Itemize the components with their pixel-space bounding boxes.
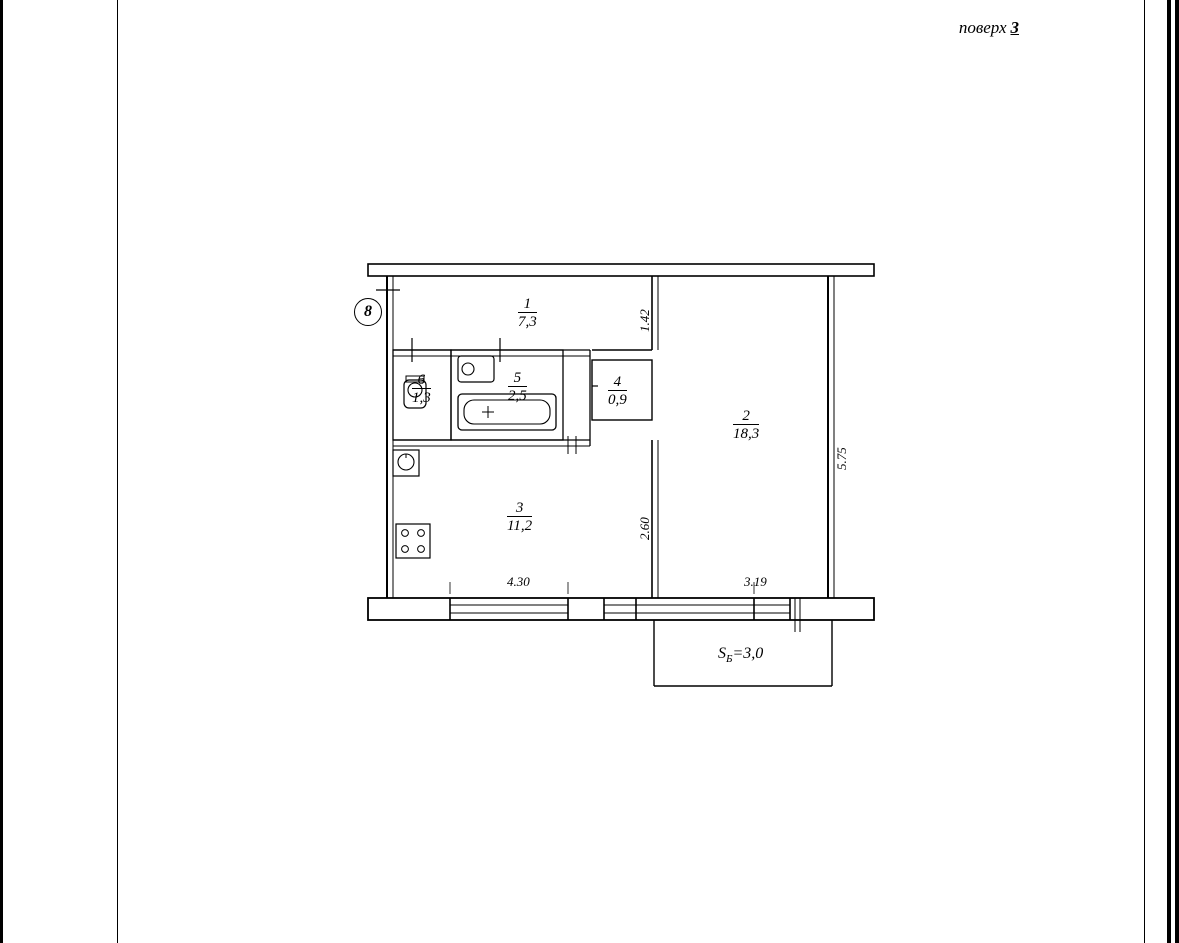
page-border-left-inner <box>117 0 118 943</box>
room-label-4: 4 0,9 <box>608 374 627 409</box>
floor-note-label: поверх <box>958 18 1007 37</box>
room-label-2: 2 18,3 <box>733 408 760 443</box>
floor-plan-drawing <box>340 250 900 700</box>
floor-plan <box>340 250 900 700</box>
floor-note-value: 3 <box>1010 18 1019 37</box>
dimension-width-right: 3.19 <box>744 574 767 589</box>
page-border-right-inner <box>1144 0 1145 943</box>
room-label-6: 6 1,3 <box>412 372 431 407</box>
dimension-height-right: 5.75 <box>834 447 849 470</box>
room-label-5: 5 2,5 <box>508 370 527 405</box>
room-label-1: 1 7,3 <box>518 296 537 331</box>
floor-note <box>959 18 1019 38</box>
page-border-right <box>1167 0 1171 943</box>
balcony-area-label: $S_Б=3,0$ <box>718 645 764 666</box>
dimension-height-mid: 2.60 <box>637 517 652 540</box>
dimension-width-left: 4.30 <box>507 574 530 589</box>
page-border-right-outer <box>1175 0 1179 943</box>
page-border-left <box>0 0 3 943</box>
room-label-3: 3 11,2 <box>507 500 533 535</box>
dimension-height-top: 1.42 <box>637 309 652 332</box>
axis-marker-8: 8 <box>354 298 382 326</box>
